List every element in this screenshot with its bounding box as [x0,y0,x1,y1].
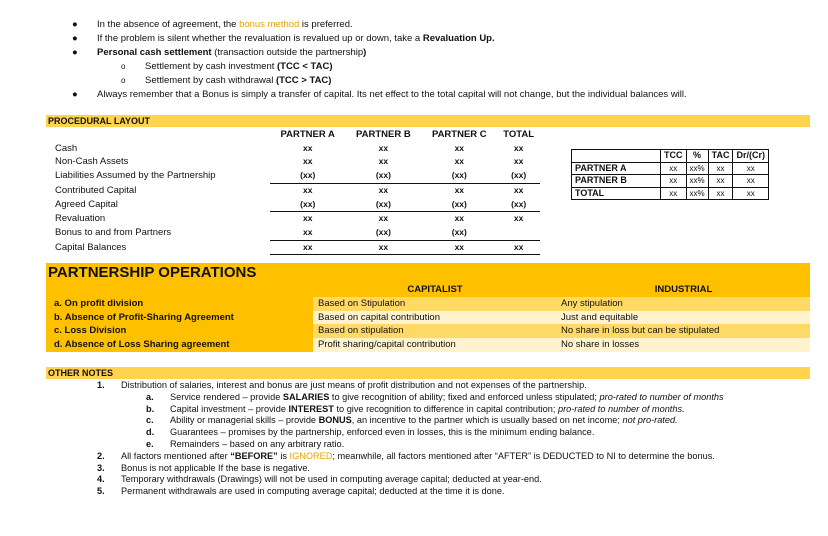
table-row [55,226,540,240]
section-header-procedural: PROCEDURAL LAYOUT [46,115,810,127]
table-row [46,311,810,325]
col-header: TOTAL [503,129,535,140]
cell-value [497,226,540,240]
procedural-layout-table [55,128,540,255]
cell-value: (xx) [497,169,540,183]
cell-value: xx [733,162,769,175]
cell-value: xx [378,142,389,153]
cell-value: xx [497,240,540,255]
cell-industrial: No share in losses [557,338,810,352]
cell-value: xx [513,156,524,167]
table-row [46,297,810,311]
cell-value: xx [454,142,465,153]
cell-value: xx [302,213,313,224]
section-header-operations: PARTNERSHIP OPERATIONS [46,263,810,283]
col-header: PARTNER B [356,129,411,140]
cell-capitalist: Based on Stipulation [313,297,557,311]
table-row [55,155,540,169]
cell-value: xx [454,213,465,224]
col-header: Dr/(Cr) [733,150,769,163]
row-label: Liabilities Assumed by the Partnership [55,170,216,182]
row-label: Capital Balances [55,241,127,253]
cell-value: xx [345,240,421,255]
cell-capitalist: Based on stipulation [313,324,557,338]
cell-value: xx% [686,187,708,200]
row-label: Contributed Capital [55,184,137,196]
intro-bullets [72,18,812,102]
row-label: Revaluation [55,212,106,224]
bullet-item: ● Always remember that a Bonus is simply a transfer of capital. Its net effect to the total capital will not change, but the individual balances will. [72,89,687,100]
row-label: PARTNER B [572,175,661,188]
cell-value: xx% [686,162,708,175]
table-row [572,187,769,200]
row-label: Non-Cash Assets [55,156,129,168]
col-header [572,150,661,163]
cell-value: xx [513,142,524,153]
col-header: TAC [708,150,733,163]
col-header: TCC [661,150,687,163]
cell-value: (xx) [270,169,345,183]
cell-capitalist: Profit sharing/capital contribution [313,338,557,352]
table-header-row [46,283,810,297]
cell-value: (xx) [421,169,497,183]
note-item: 3. Bonus is not applicable If the base is negative. [97,462,310,473]
note-item: 2. All factors mentioned after “BEFORE” is IGNORED; meanwhile, all factors mentioned after “AFTER” is DEDUCTED to NI to determine the bonus. [97,450,715,461]
table-row [55,142,540,156]
section-header-notes: OTHER NOTES [46,367,810,379]
bullet-item: ● In the absence of agreement, the bonus method is preferred. [72,19,353,30]
cell-value: xx [708,175,733,188]
cell-value: xx [733,175,769,188]
sub-bullet-item: o Settlement by cash investment (TCC < TAC) [121,61,333,72]
row-label: Cash [55,142,78,154]
cell-value: xx [302,156,313,167]
col-header [46,283,313,297]
row-label: Bonus to and from Partners [55,227,172,239]
cell-value: xx [733,187,769,200]
notes-list [92,380,812,498]
cell-value: xx [661,162,687,175]
note-item: 1. Distribution of salaries, interest and bonus are just means of profit distribution and not expenses of the partnership. [97,380,587,390]
table-row [55,198,540,212]
tcc-tac-table [571,149,769,200]
col-header: PARTNER C [431,129,487,140]
cell-value: xx [270,226,345,240]
bullet-item: ● Personal cash settlement (transaction outside the partnership) [72,47,367,58]
table-header-blank [55,128,270,142]
table-row [55,212,540,226]
cell-value: xx [302,184,313,195]
cell-value: xx [454,156,465,167]
cell-value: xx [270,240,345,255]
note-subitem: d. Guarantees – promises by the partnership, enforced even in losses, this is the minimum ending balance. [146,427,595,438]
cell-capitalist: Based on capital contribution [313,311,557,325]
operations-table [46,283,810,352]
row-label: TOTAL [572,187,661,200]
note-item: 4. Temporary withdrawals (Drawings) will not be used in computing average capital; deducted at year-end. [97,474,542,485]
table-row [55,240,540,255]
cell-value: xx [661,175,687,188]
cell-value: xx [421,240,497,255]
table-row [46,324,810,338]
cell-value: xx [378,213,389,224]
cell-value: (xx) [345,226,421,240]
note-item: 5. Permanent withdrawals are used in computing average capital; deducted at the time it is done. [97,486,505,497]
cell-value: xx [708,162,733,175]
note-subitem: a. Service rendered – provide SALARIES to give recognition of ability; fixed and enforced unless stipulated; pro-rated to number of months [146,391,724,402]
cell-value: (xx) [270,198,345,212]
cell-value: xx [708,187,733,200]
cell-value: xx [378,156,389,167]
table-row [46,338,810,352]
cell-value: (xx) [421,226,497,240]
bullet-item: ● If the problem is silent whether the revaluation is revalued up or down, take a Revaluation Up. [72,33,495,44]
table-row [55,169,540,183]
cell-value: xx [378,184,389,195]
cell-industrial: Any stipulation [557,297,810,311]
cell-value: xx [513,184,524,195]
row-label: a. On profit division [46,297,313,311]
col-header: PARTNER A [280,129,335,140]
table-row [572,175,769,188]
cell-industrial: No share in loss but can be stipulated [557,324,810,338]
cell-value: xx [513,213,524,224]
row-label: b. Absence of Profit-Sharing Agreement [46,311,313,325]
row-label: PARTNER A [572,162,661,175]
cell-value: (xx) [345,169,421,183]
note-subitem: e. Remainders – based on any arbitrary ratio. [146,438,345,449]
cell-value: xx [302,142,313,153]
row-label: Agreed Capital [55,198,118,210]
cell-value: (xx) [345,198,421,212]
sub-bullet-item: o Settlement by cash withdrawal (TCC > TAC) [121,75,332,86]
row-label: d. Absence of Loss Sharing agreement [46,338,313,352]
table-row [55,183,540,197]
cell-industrial: Just and equitable [557,311,810,325]
cell-value: xx% [686,175,708,188]
note-subitem: c. Ability or managerial skills – provide BONUS, an incentive to the partner which is usually based on net income; not pro-rated. [146,415,678,426]
table-row [572,162,769,175]
cell-value: (xx) [497,198,540,212]
highlight-text: bonus method [239,19,300,30]
cell-value: xx [661,187,687,200]
col-header: INDUSTRIAL [557,283,810,297]
cell-value: xx [454,184,465,195]
row-label: c. Loss Division [46,324,313,338]
col-header: % [686,150,708,163]
col-header: CAPITALIST [313,283,557,297]
highlight-text: IGNORED [289,450,333,461]
cell-value: (xx) [421,198,497,212]
note-subitem: b. Capital investment – provide INTEREST to give recognition to difference in capital contribution; pro-rated to number of months. [146,403,685,414]
